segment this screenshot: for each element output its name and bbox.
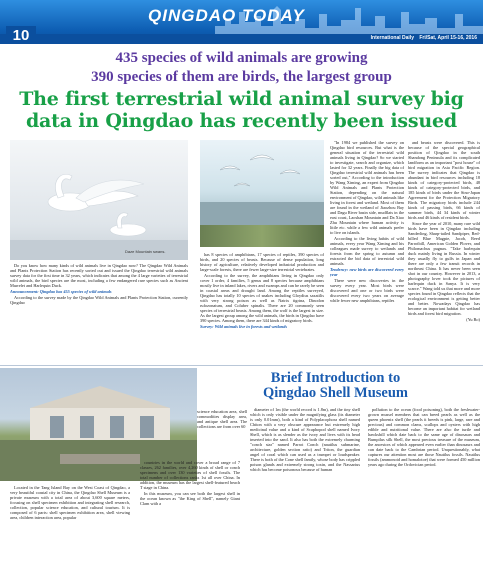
page-number: 10 [6,26,36,44]
swans-photo [10,140,188,260]
brief-title-line-1: Brief Introduction to [270,370,401,386]
headline-line-1: 435 species of wild animals are growing [115,50,368,66]
article-para: According to the survey, the amphibians living in Qingdao only cover 1 order, 4 families, 5 genus and 8 species because amphibians mostly live in inland lakes, rivers and swamps and can be rarely be seen in coastal areas and drought land. Among the reptiles surveyed, Qingdao has totally 10 species of snakes including Gloydius saxatilis with very strong poison as well as Natrix tigrina, Dinodon rufozonatum, and Coluber spinalis. There are 20 commonly seen species of terrestrial beasts. Among them, the wolf is the largest in size. As the largest group among the wild animals, the birds in Qingdao have 390 species. Among them, there are 344 kinds of migratory birds. [200,273,324,323]
wetland-photo [200,225,324,247]
article-para: "In 1984 we published the survey on Qingdao bird resources. But what is the general situation of the terrestrial wild animals living in Qingdao? So we started to investigate, search and organize, which lasted for 32 years. Finally the big data of Qingdao terrestrial wild animals has been sorted out," According to the introduction by Wang Ximing, an expert from Qingdao Wild Animals and Plants Protection Station, depending on the natural environment of Qingdao, wild animals like living in forest and wetland. Most of them are found in the wetland of Jiaozhou Bay and Dagu River basin side, mudflats in the east coast, Laoshan Mountain and Da Xiao Zhu Mountain where human activity is little etc. while a few wild animals prefer to live on islands. [330,140,404,235]
swans-illustration [10,140,188,260]
brief-title-line-2: Qingdao Shell Museum [262,385,409,401]
edition-date: Fri/Sat, April 15-16, 2016 [419,35,477,41]
article-para: According to the living habits of wild animals, every year Wang Ximing and his colleagues made survey to wetlands and forests from the spring to autumn and extracted the bid data of terrestrial wild animals. [330,236,404,266]
article-para: Since the year of 2010, many rare wild birds have been in Qingdao including Sanderling, Sharp-tailed Sandpiper, Red-billed Blue Magpie, Jacob, Reed Parrotbill, American Golden Plover, and Philomachus pugnax. "Take harlequin duck mainly living in Russia. In winter they usually fly to gulfs in Japan and there are only a few transit records in northeast China. It has never been seen shot in our country. However in 2013, a photography lover took the pictures of harlequin duck in Sanya. It is very scarce." Wang told us that more and more species found in Qingdao reflects that the ecological environment is getting better and better. Nowadays Qingdao has become an important habitat for wetland birds and forest bird migration. [408,221,480,316]
headline-line-2: 390 species of them are birds, the largest group [91,69,392,85]
section-divider [0,365,483,366]
article-column-4 [408,140,480,363]
masthead-title: QINGDAO TODAY [148,6,305,25]
brief-para: Located in the Tang Island Bay on the West Coast of Qingdao, a very beautiful coastal city in China, the Qingdao Shell Museum is a private museum with a total area of about 3,600 square meters, focusing on shell specimen exhibition and integrating shell research, collection, popular science education, and cultural tourism. It is composed of 6 parts: shell specimen exhibition area, shell viewing area, children interaction area, popular [10,485,130,520]
article-column-1 [10,263,188,363]
masthead [0,0,483,44]
brief-title [193,371,478,403]
birds-photo [200,140,324,225]
edition-name: International Daily [370,35,414,41]
brief-para: countries in the world and cover a broad range of 7 classes, 262 families, over 4,260 kinds of shell or conch specimens and over 130 varieties of shell fossils. The total number of collections ranks 1st all over China. In addition, the museum has the largest shell-featured beach T stage in China. [140,460,240,490]
brief-para: pollution to the ocean (food poisoning), both the freshwater-grown mussel members that can breed pearls as well as the queen phoenix shell (the pearls it breeds is pink, large, rare and precious) and common clams, scallops and oysters with high edible and nutritional value. There are also the turtle and hawksbill which date back to the same age of dinosaurs and Bumpilus silk Shell, the most precious treasure of the museum, the ancestors of which appeared even earlier than dinosaurs and can date back to the Cambrian period. Unquestionably, what captures our attention most are those Nautilus fossils. Nautilus fossils (ammonoid and homalotoe) that were formed 450 million years ago during the Ordovician period. [368,407,480,467]
article-para: and beasts were discovered. This is because of the special geographical position of Qingdao in the south Shandong Peninsula and its complicated landform as an important "post house" of bird migration in Asia Pacific Region. The survey indicates that Qingdao is abundant in bird resources including 18 kinds of category-protected birds, 48 kinds of category-protected birds, and 185 kinds of birds under the Sino-Japan Agreement for the Protection Migratory Birds. The migratory birds include 244 kinds of passing birds, 66 kinds of summer birds, 44 34 kinds of winter birds and 46 kinds of resident birds. [408,140,480,220]
brief-column-1 [10,485,130,569]
announcement-subhead: Announcement: Qingdao has 455 species of wild animals [10,289,112,294]
brief-para: In this museum, you can see both the largest shell in the ocean known as "the King of Shell", namely Giant Clam with a [140,491,240,506]
article-intro: Do you know how many kinds of wild animals live in Qingdao now? The Qingdao Wild Animals and Plants Protection Station has recently sorted out and issued the Qingdao terrestrial wild animals survey data for the first time in 32 years, which indicates that among the 4 large varieties of terrestrial wild animals, the bird species are the most, including a few endangered rare species such as Ancient Murrelet and Harlequin Duck. [10,263,188,288]
brief-column-2 [140,460,240,569]
article-column-3 [330,140,404,363]
article-para: There were new discoveries in the survey every year. Most birds were discovered and one or two birds were discovered every two years on average while fewer new amphibians, reptiles [330,278,404,303]
edition-line [367,35,477,41]
article-column-2 [200,252,324,363]
headline-line-3: The first terrestrial wild animal survey big [19,88,464,110]
article-para: According to the survey made by the Qingdao Wild Animals and Plants Protection Station, currently Qingdao [10,295,188,305]
brief-column-3 [250,407,360,569]
tendency-subhead: Tendency: new birds are discovered every year [330,267,404,277]
survey-subhead: Survey: Wild animals live in forests and wetlands [200,324,288,329]
swans-caption: Daze Mountain swans. [125,249,166,254]
birds-illustration [200,140,324,225]
brief-para: diameter of 1m (the world record is 1.8m), and the tiny shell which is only visible under the magnifying glass (its diameter is only 0.01mm), both a kind of Polyplacophora shell named Chiton with a very obscure appearance but extremely high medicinal value and a kind of Scaphopod shell named Ivory Shell, which is as slender as the ivory and lives with its head inserted into the sand. It also has both the extremely charming "conch star" named Parrot Conch (nautilus submarine, architecture, golden section ratio) and Triton, the guardian angel of coral which can used as a trumpet or loudspeaker. There is both of the Cone shell family, whose body has crippled poison glands and extremely strong toxin, and the Nassarius which has become poisonous because of human [250,407,360,472]
headline-line-4: data in Qingdao has recently been issued [25,110,458,132]
article-para: has 8 species of amphibians, 17 species of reptiles, 390 species of birds, and 20 species of beasts. Because of dense population, long history of agriculture, relatively developed industrial production and large-scale forests, there are fewer large-size terrestrial vertebrates. [200,252,324,272]
byline: (Yu Bo) [466,317,480,322]
brief-column-4 [368,407,480,569]
museum-side-text: science education area, shell commodities display area, and antique shell area. The collections are from over 60 [197,409,247,429]
